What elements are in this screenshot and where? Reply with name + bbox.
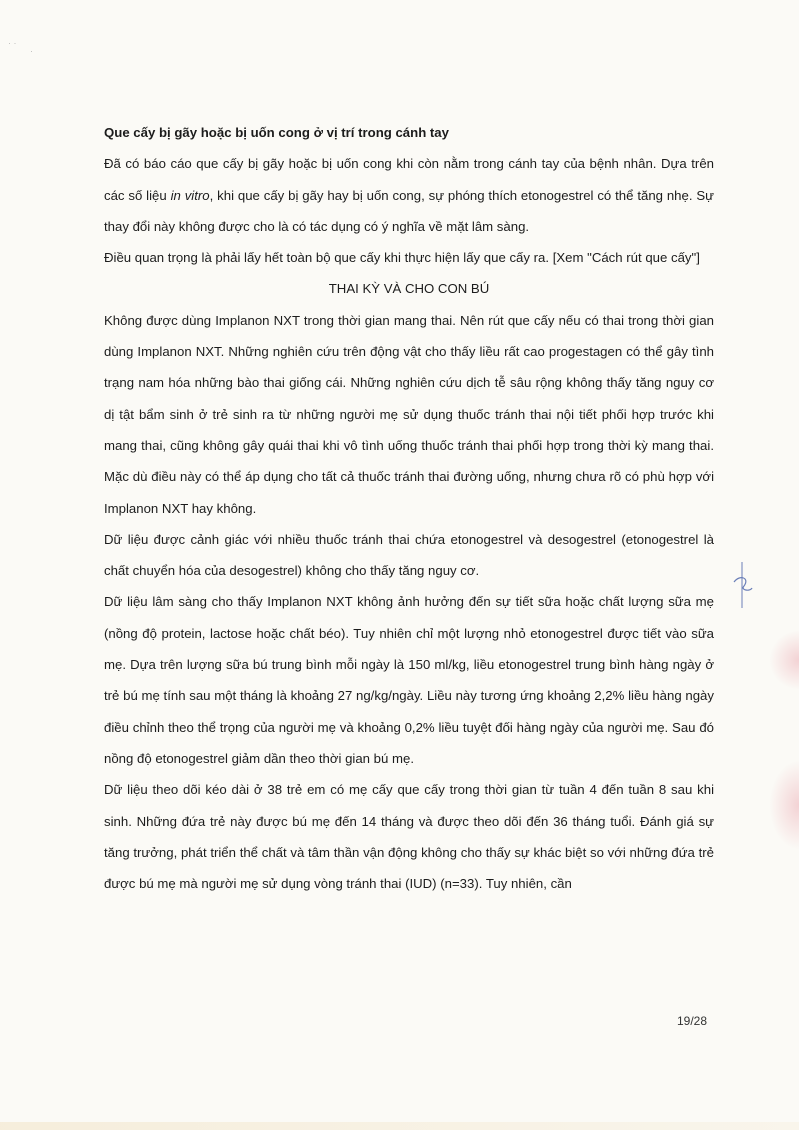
section-title: THAI KỲ VÀ CHO CON BÚ xyxy=(328,281,490,297)
handwritten-mark xyxy=(728,560,756,610)
paragraph-lactation: Dữ liệu lâm sàng cho thấy Implanon NXT không ảnh hưởng đến sự tiết sữa hoặc chất lượng sữa mẹ (nồng độ protein, lactose hoặc chất béo). Tuy nhiên chỉ một lượng nhỏ etonogestrel được tiết vào sữa mẹ. Dựa trên lượng sữa bú trung bình mỗi ngày là 150 ml/kg, liều etonogestrel trung bình hàng ngày ở trẻ bú mẹ tính sau một tháng là khoảng 27 ng/kg/ngày. Liều này tương ứng khoảng 2,2% liều hàng ngày điều chỉnh theo thể trọng của người mẹ và khoảng 0,2% liều tuyệt đối hàng ngày của người mẹ. Sau đó nồng độ etonogestrel giảm dần theo thời gian bú mẹ. xyxy=(104,594,714,766)
page-number: 19/28 xyxy=(677,1014,708,1028)
section-heading: Que cấy bị gãy hoặc bị uốn cong ở vị trí trong cánh tay xyxy=(104,125,449,140)
paragraph-removal-note: Điều quan trọng là phải lấy hết toàn bộ que cấy khi thực hiện lấy que cấy ra. [Xem "Cách rút que cấy"] xyxy=(104,250,700,266)
paragraph-pregnancy: Không được dùng Implanon NXT trong thời gian mang thai. Nên rút que cấy nếu có thai trong thời gian dùng Implanon NXT. Những nghiên cứu trên động vật cho thấy liều rất cao progestagen có thể gây tình trạng nam hóa những bào thai giống cái. Những nghiên cứu dịch tễ sâu rộng không thấy tăng nguy cơ dị tật bẩm sinh ở trẻ sinh ra từ những người mẹ sử dụng thuốc tránh thai nội tiết phối hợp trước khi mang thai, cũng không gây quái thai khi vô tình uống thuốc tránh thai phối hợp trong thời kỳ mang thai. Mặc dù điều này có thể áp dụng cho tất cả thuốc tránh thai đường uống, nhưng chưa rõ có phù hợp với Implanon NXT hay không. xyxy=(104,312,714,516)
paragraph-followup: Dữ liệu theo dõi kéo dài ở 38 trẻ em có mẹ cấy que cấy trong thời gian từ tuần 4 đến tuần 8 sau khi sinh. Những đứa trẻ này được bú mẹ đến 14 tháng và được theo dõi đến 36 tháng tuổi. Đánh giá sự tăng trưởng, phát triển thể chất và tâm thần vận động không cho thấy sự khác biệt so với những đứa trẻ được bú mẹ mà người mẹ sử dụng vòng tránh thai (IUD) (n=33). Tuy nhiên, cần xyxy=(104,782,714,892)
scan-speck: · · xyxy=(8,38,17,48)
paragraph-pharmacovigilance: Dữ liệu được cảnh giác với nhiều thuốc tránh thai chứa etonogestrel và desogestrel (etonogestrel là chất chuyển hóa của desogestrel) không cho thấy tăng nguy cơ. xyxy=(104,531,714,579)
margin-stain xyxy=(769,760,799,850)
scan-edge xyxy=(0,1122,799,1130)
document-body xyxy=(104,117,714,899)
italic-term: in vitro xyxy=(170,187,210,203)
scan-speck: · xyxy=(30,46,33,56)
paragraph-broken-implant: Đã có báo cáo que cấy bị gãy hoặc bị uốn cong khi còn nằm trong cánh tay của bệnh nhân. Dựa trên các số liệu in vitro, khi que cấy bị gãy hay bị uốn cong, sự phóng thích etonogestrel có thể tăng nhẹ. Sự thay đổi này không được cho là có tác dụng có ý nghĩa về mặt lâm sàng. xyxy=(104,156,715,234)
margin-stain xyxy=(769,630,799,690)
